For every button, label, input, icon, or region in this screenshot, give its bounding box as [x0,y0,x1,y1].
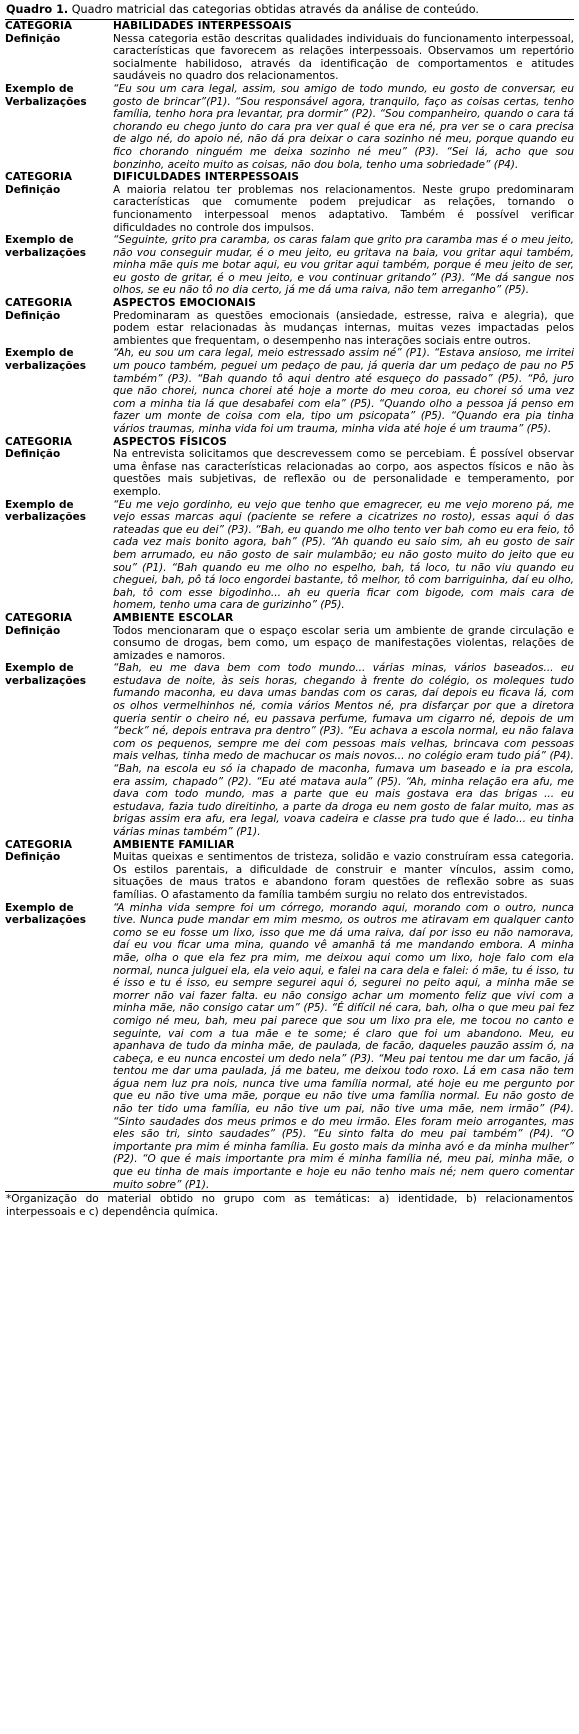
examples-row [5,902,574,1192]
category-name: ASPECTOS FÍSICOS [113,435,227,448]
category-examples: “Ah, eu sou um cara legal, meio estressado assim né” (P1). “Estava ansioso, me irritei um pouco também, peguei um pedaço de pau, já queria dar um pedaço de pau no P5 também” (P3). “Bah quando tô aqui dentro até esqueço do passado” (P5). “Pô, juro que não chorei, nunca chorei até hoje a morte do meu coroa, eu chorei só uma vez com a minha tia lá que desabafei com ela” (P5). “Quando olho a pessoa já penso em fazer um monte de coisa com ela, tipo um psicopata” (P5). “Quando era pia tinha vários traumas, minha vida foi um trauma, minha vida até hoje é um trauma” (P5). [113,347,574,435]
category-examples: “Bah, eu me dava bem com todo mundo... várias minas, vários baseados... eu estudava de noite, às seis horas, chegando à frente do colégio, os moleques tudo fumando maconha, eu dava umas bandas com os caras, daí depois eu ficava lá, com os olhos vermelhinhos né, comia vários Mentos né, pra disfarçar por que a diretora queria sentir o cheiro né, eu passava perfume, fumava um cigarro né, depois de um “beck” né, depois entrava pra dentro” (P3). “Eu achava a escola normal, eu não falava com os pequenos, sempre me dei com pessoas mais velhas, brincava com pessoas mais velhas, tinha medo de machucar os mais novos... no colégio eram tudo piá” (P4). “Bah, na escola eu só ia chapado de maconha, fumava um baseado e ia pra escola, era assim, chapado” (P2). “Eu até matava aula” (P5). “Ah, minha relação era afu, me dava com todo mundo, mas a parte que eu mais gostava era das brigas ... eu estudava, fazia tudo direitinho, a parte da droga eu nem gosto de falar muito, mas as brigas assim era afu, era legal, voava cadeira e classe pra tudo que é lado... eu tinha várias minas também” (P1). [113,662,574,838]
examples-row [5,347,574,435]
categoria-label: CATEGORIA [5,297,73,310]
examples-row [5,83,574,171]
definicao-label: Definição [5,32,61,45]
category-definition: Na entrevista solicitamos que descrevessem como se percebiam. É possível observar uma ênfase nas características relacionadas ao corpo, aos aspectos físicos e não às questões mais subjetivas, de reflexão ou de personalidade e temperamento, por exemplo. [113,448,574,498]
category-definition: Predominaram as questões emocionais (ansiedade, estresse, raiva e alegria), que podem estar relacionadas às mudanças internas, muitas vezes impactadas pelos ambientes que frequentam, o desempenho nas interações sociais entre outros. [113,309,574,347]
caption-label: Quadro 1. [6,3,69,16]
category-name: AMBIENTE FAMILIAR [113,838,235,851]
examples-label: Exemplo de verbalizações [5,901,86,927]
examples-label: Exemplo de verbalizações [5,498,86,524]
categoria-label: CATEGORIA [5,20,73,32]
table-caption [5,2,574,19]
definicao-label: Definição [5,851,61,864]
definicao-label: Definição [5,309,61,322]
category-examples: “Eu sou um cara legal, assim, sou amigo de todo mundo, eu gosto de conversar, eu gosto de brincar”(P1). “Sou responsável agora, tranquilo, faço as coisas certas, tenho família, tenho hora pra levantar, pra dormir” (P2). “Sou companheiro, quando o cara tá chorando eu chego junto do cara pra ver qual é que era né, pra ver se o cara precisa de algo né, do apoio né, não dá pra deixar o cara sozinho né meu, porque quando eu fico chorando ninguém me deixa sozinho né meu” (P3). “Sei lá, acho que sou bonzinho, aceito muito as coisas, não dou bola, tenho uma sobriedade” (P4). [113,82,574,171]
category-definition: Nessa categoria estão descritas qualidades individuais do funcionamento interpessoal, características que favorecem as relações interpessoais. Observamos um repertório socialmente habilidoso, através da identificação de comportamentos e atitudes saudáveis no quadro dos relacionamentos. [113,32,574,83]
categoria-label: CATEGORIA [5,838,73,851]
definicao-label: Definição [5,624,61,637]
examples-row [5,234,574,297]
definition-row [5,33,574,83]
definicao-label: Definição [5,448,61,461]
category-definition: Muitas queixas e sentimentos de tristeza, solidão e vazio construíram essa categoria. Os estilos parentais, a dificuldade de construir e manter vínculos, assim como, situações de maus tratos e abandono foram questões de reflexão sobre as suas famílias. O afastamento da família também surgiu no relato dos entrevistados. [113,851,574,901]
categoria-label: CATEGORIA [5,611,73,624]
category-row [5,839,574,852]
categoria-label: CATEGORIA [5,435,73,448]
examples-label: Exemplo de Verbalizações [5,82,87,108]
category-row [5,297,574,310]
examples-row [5,499,574,612]
definition-row [5,184,574,234]
definition-row [5,625,574,663]
examples-label: Exemplo de verbalizações [5,234,86,259]
document-page [5,2,574,1218]
category-row [5,436,574,449]
category-definition: Todos mencionaram que o espaço escolar seria um ambiente de grande circulação e consumo de drogas, bem como, um espaço de manifestações violentas, relações de amizades e namoros. [113,624,574,662]
category-name: HABILIDADES INTERPESSOAIS [113,20,292,32]
category-name: AMBIENTE ESCOLAR [113,611,234,624]
category-examples: “A minha vida sempre foi um córrego, morando aqui, morando com o outro, nunca tive. Nunca pude mandar em mim mesmo, os outros me atiravam em qualquer canto como se eu fosse um lixo, isso que me dá uma raiva, daí por isso eu não namorava, daí eu vou ficar uma mina, quando vê amanhã tá me mandando embora. A minha mãe, olha o que ela fez pra mim, me deixou aqui como um lixo, hoje falo com ela normal, nunca julguei ela, ela veio aqui, e falei na cara dela e falei: ó mãe, tu é isso, tu é isso e tu é isso, eu sempre segurei aqui ó, segurei no peito aqui, a minha mãe se morrer não vai fazer falta. eu não consigo achar um momento feliz que vivi com a minha mãe, não consigo catar um” (P5). “É difícil né cara, bah, olha o que meu pai fez comigo né meu, bah, meu pai parece que sou um lixo pra ele, me tocou no canto e seguinte, vai com a tua mãe e te some; é claro que foi um abandono. Meu, eu apanhava de tudo da minha mãe, de paulada, de facão, daqueles pauzão assim ó, na cabeça, e eu nunca encostei um dedo nela” (P3). “Meu pai tentou me dar um facão, já tentou me dar uma paulada, já me bateu, me deixou todo roxo. Lá em casa não tem água nem luz pra nois, nunca tive uma família normal, até hoje eu me pergunto por que eu não tive uma mãe, porque eu não tive uma família normal. Eu não gosto de não ter tido uma família, eu não tive um pai, não tive uma mãe, nem irmão” (P4). “Sinto saudades dos meus primos e do meu irmão. Eles foram meio arrogantes, mas eles são tri, sinto saudades” (P5). “Eu sinto falta do meu pai também” (P4). “O importante pra mim é minha família. Eu gosto mais da minha avó e da minha mulher” (P2). “O que é mais importante pra mim é minha família né, meu pai, minha mãe, o que eu tinha de mais importante e hoje eu não tenho mais né; nem quero comentar muito sobre” (P1). [113,901,574,1191]
definition-row [5,851,574,901]
definicao-label: Definição [5,183,61,196]
category-examples: “Seguinte, grito pra caramba, os caras falam que grito pra caramba mas é o meu jeito, não vou conseguir mudar, é o meu jeito, eu gritava na baia, vou gritar aqui também, minha mãe quis me botar aqui, eu vou gritar aqui também, porque é meu jeito de ser, eu gosto de gritar, é o meu jeito, e vou continuar gritando” (P3). “Me dá sangue nos olhos, se eu não tô no dia certo, já me dá uma raiva, não tem arreganho” (P5). [113,234,574,297]
definition-row [5,448,574,498]
category-row [5,20,574,33]
table-footnote: *Organização do material obtido no grupo com as temáticas: a) identidade, b) relacionamentos interpessoais e c) dependência química. [6,1193,573,1218]
category-row [5,612,574,625]
definition-row [5,310,574,348]
categoria-label: CATEGORIA [5,171,73,184]
category-name: ASPECTOS EMOCIONAIS [113,297,256,310]
caption-text: Quadro matricial das categorias obtidas através da análise de conteúdo. [71,3,479,16]
examples-label: Exemplo de verbalizações [5,347,86,373]
category-row [5,171,574,184]
category-examples: “Eu me vejo gordinho, eu vejo que tenho que emagrecer, eu me vejo moreno pá, me vejo essas marcas aqui (paciente se refere a cicatrizes no rosto), essas aqui ó das rateadas que eu dei” (P3). “Bah, eu quando me olho tento ver bah como eu era feio, tô cada vez mais bonito agora, bah” (P5). “Ah quando eu saio sim, ah eu gosto de sair bem arrumado, eu não gosto de sair mulambão; eu não gosto muito do jeito que eu sou” (P1). “Bah quando eu me olho no espelho, bah, tá loco, tu não viu quando eu cheguei, bah, pô tá loco engordei bastante, tô melhor, tô com barriguinha, daí eu olho, bah, tô com esse bigodinho... ah eu queria ficar com bigode, com mais cara de homem, tenho uma cara de gurizinho” (P5). [113,498,574,612]
category-matrix-table [5,20,574,1191]
category-name: DIFICULDADES INTERPESSOAIS [113,171,300,184]
examples-label: Exemplo de verbalizações [5,662,86,687]
examples-row [5,662,574,838]
category-definition: A maioria relatou ter problemas nos relacionamentos. Neste grupo predominaram características que comumente podem prejudicar as relações, tornando o funcionamento interpessoal menos adaptativo. Também é possível verificar dificuldades no controle dos impulsos. [113,183,574,234]
